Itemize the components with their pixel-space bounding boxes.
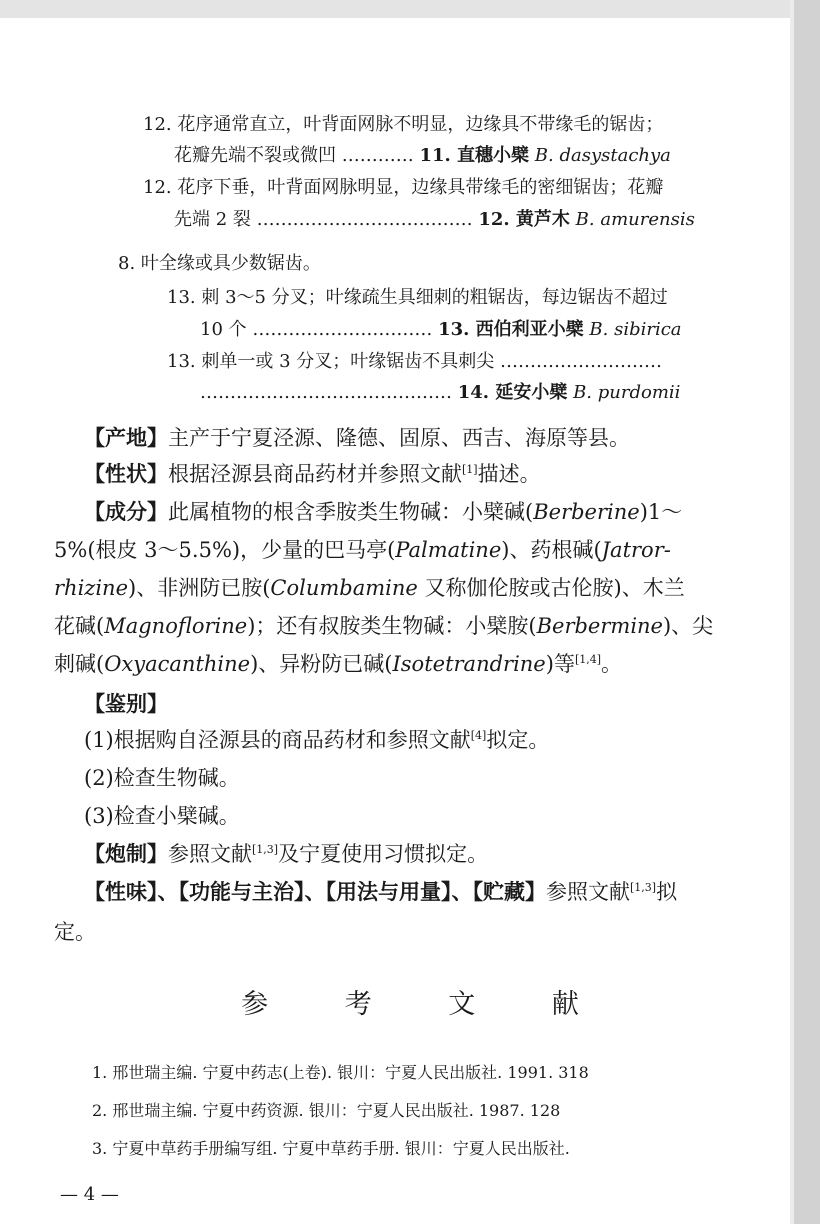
section-jianbie-item-1: (1)根据购自泾源县的商品药材和参照文献[4]拟定。 (84, 728, 550, 752)
section-chengfen-line-5: 刺碱(Oxyacanthine)、异粉防已碱(Isotetrandrine)等[1,4]。 (54, 652, 623, 676)
section-chengfen-line-1: 【成分】此属植物的根含季胺类生物碱：小檗碱(Berberine)1～ (84, 499, 683, 524)
references-title: 参 考 文 献 (241, 989, 613, 1020)
section-xingwei-cont: 定。 (54, 920, 96, 944)
section-xingzhuang: 【性状】根据泾源县商品药材并参照文献[1]描述。 (84, 461, 541, 486)
page-number: — 4 — (60, 1184, 119, 1205)
section-paozhi: 【炮制】参照文献[1,3]及宁夏使用习惯拟定。 (84, 841, 489, 866)
key-line-1: 12. 花序通常直立，叶背面网脉不明显，边缘具不带缘毛的锯齿； (143, 114, 664, 135)
scan-top-edge (0, 0, 820, 18)
section-jianbie-item-3: (3)检查小檗碱。 (84, 804, 240, 828)
scan-right-edge (794, 0, 820, 1224)
section-chandi: 【产地】主产于宁夏泾源、隆德、固原、西吉、海原等县。 (84, 425, 630, 450)
reference-item-2: 2. 邢世瑞主编. 宁夏中药资源. 银川：宁夏人民出版社. 1987. 128 (92, 1101, 561, 1120)
reference-item-1: 1. 邢世瑞主编. 宁夏中药志(上卷). 银川：宁夏人民出版社. 1991. 318 (92, 1063, 589, 1082)
section-chengfen-line-2: 5%(根皮 3～5.5%)，少量的巴马亭(Palmatine)、药根碱(Jatror- (54, 538, 671, 562)
key-line-4: 先端 2 裂 ……………………………… 12. 黄芦木 B. amurensis (174, 209, 695, 230)
key-line-3: 12. 花序下垂，叶背面网脉明显，边缘具带缘毛的密细锯齿；花瓣 (143, 177, 664, 198)
section-jianbie-heading: 【鉴别】 (84, 691, 168, 716)
key-line-8: 13. 刺单一或 3 分叉；叶缘锯齿不具刺尖 ……………………… (167, 351, 662, 372)
key-line-5: 8. 叶全缘或具少数锯齿。 (118, 253, 321, 274)
key-line-7: 10 个 ………………………… 13. 西伯利亚小檗 B. sibirica (200, 319, 682, 340)
section-jianbie-item-2: (2)检查生物碱。 (84, 766, 240, 790)
key-line-2: 花瓣先端不裂或微凹 ………… 11. 直穗小檗 B. dasystachya (174, 145, 671, 166)
key-line-6: 13. 刺 3～5 分叉；叶缘疏生具细刺的粗锯齿，每边锯齿不超过 (167, 287, 668, 308)
section-chengfen-line-4: 花碱(Magnoflorine)；还有叔胺类生物碱：小檗胺(Berbermine)、尖 (54, 614, 714, 638)
key-line-9: …………………………………… 14. 延安小檗 B. purdomii (200, 382, 681, 403)
section-xingwei: 【性味】、【功能与主治】、【用法与用量】、【贮藏】参照文献[1,3]拟 (84, 879, 678, 904)
reference-item-3: 3. 宁夏中草药手册编写组. 宁夏中草药手册. 银川：宁夏人民出版社. (92, 1139, 570, 1158)
section-chengfen-line-3: rhizine)、非洲防已胺(Columbamine 又称伽伦胺或古伦胺)、木兰 (54, 576, 685, 600)
